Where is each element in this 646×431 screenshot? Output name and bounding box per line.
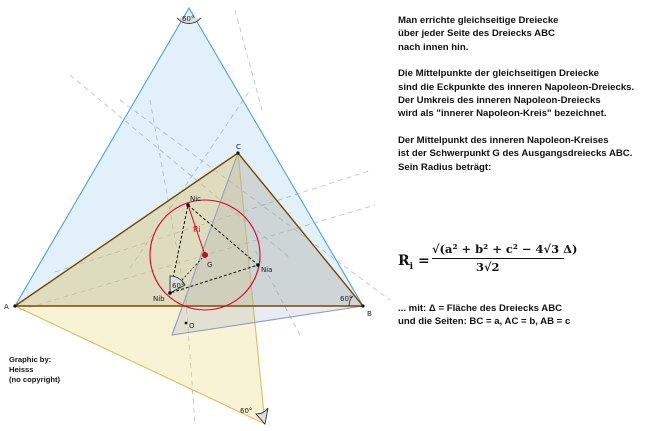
angle-label-top: 60° [182,15,195,23]
radius-formula [398,240,628,280]
point-o [185,322,188,325]
point-g [202,252,207,257]
formula-footnote [398,302,643,329]
label-nia: Nia [261,266,273,274]
text-line: ... mit: Δ = Fläche des Dreiecks ABC [398,303,563,314]
point-a [13,304,16,307]
formula-denominator: 3√2 [476,260,500,274]
label-o: O [189,322,195,330]
text-line: über jeder Seite des Dreiecks ABC [398,28,555,40]
formula-equals: = [418,253,430,269]
explanation-text [398,14,643,187]
text-line: sind die Eckpunkte des inneren Napoleon-Dreiecks. [398,81,635,93]
text-line: Heisss [9,365,34,375]
text-line: ist der Schwerpunkt G des Ausgangsdreiecks ABC. [398,148,633,160]
text-line: und die Seiten: BC = a, AC = b, AB = c [398,316,571,328]
text-line: Man errichte gleichseitige Dreiecke [398,15,559,26]
label-c: C [236,143,241,151]
text-line: Der Umkreis des inneren Napoleon-Dreiecks [398,95,601,107]
paragraph-3 [398,134,643,174]
point-b [361,304,364,307]
label-a: A [4,303,9,311]
text-line: (no copyright) [9,375,61,385]
angle-label-bottom: 60° [240,407,253,415]
label-g: G [207,261,213,269]
text-line: Der Mittelpunkt des inneren Napoleon-Kreises [398,134,609,146]
point-nic [186,203,190,207]
point-nia [256,263,260,267]
label-nic: Nic [190,195,202,203]
paragraph-2 [398,67,643,121]
formula-numerator: √(a² + b² + c² − 4√3 Δ) [432,242,578,256]
text-line: wird als "innerer Napoleon-Kreis" bezeichnet. [398,108,607,120]
graphic-credit [9,355,60,386]
paragraph-1 [398,14,643,54]
text-line: Graphic by: [9,355,52,364]
label-radius: Ri [193,225,201,234]
text-line: nach innen hin. [398,41,469,53]
label-nib: Nib [153,295,165,303]
text-line: Sein Radius beträgt: [398,161,492,173]
text-line: Die Mittelpunkte der gleichseitigen Dreiecke [398,68,599,80]
angle-label-nib: 60° [172,282,185,290]
formula-lhs: $R_i$ [398,253,414,272]
angle-label-b: 60° [340,295,353,303]
fraction-bar [432,258,564,259]
label-b: B [367,310,372,318]
point-nib [168,291,172,295]
point-c [236,151,239,154]
